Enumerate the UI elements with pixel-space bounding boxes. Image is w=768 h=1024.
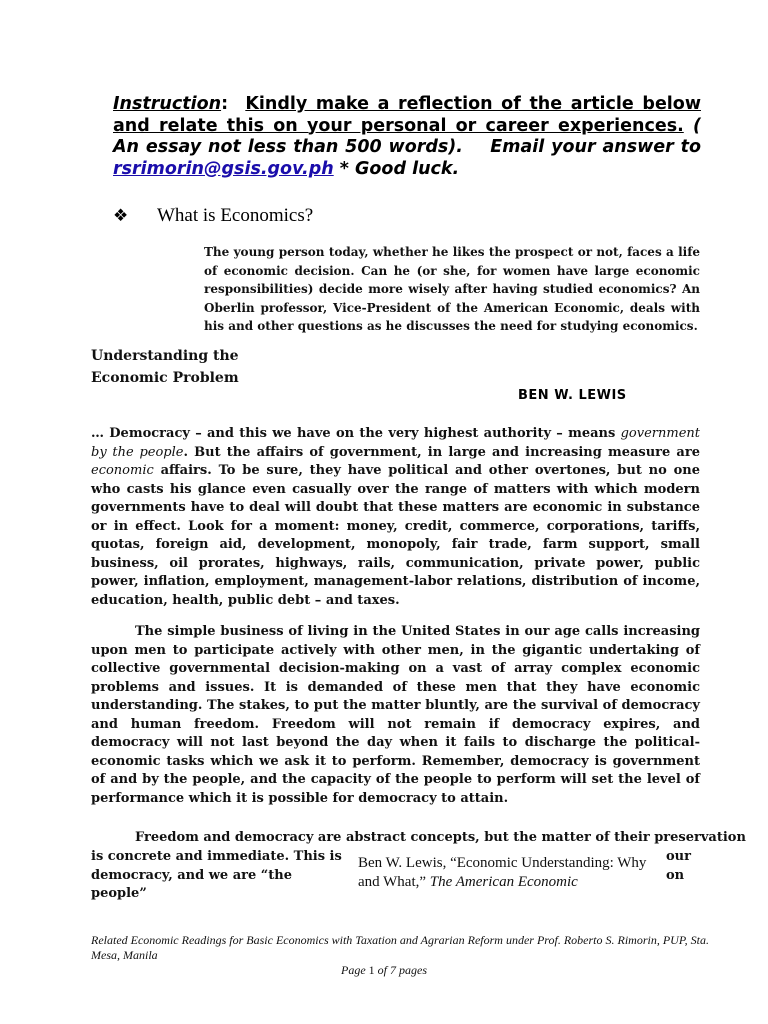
emphasis-government-by-the-people: government by the people — [91, 426, 700, 460]
body-paragraph-3-left-column: is concrete and immediate. This is democracy, and we are “the people” — [91, 849, 342, 901]
page-footer: Related Economic Readings for Basic Economics with Taxation and Agrarian Reform under Prof. Roberto S. Rimorin, PUP, Sta. Mesa, Manila — [91, 933, 709, 962]
section-title: What is Economics? — [157, 205, 314, 226]
instruction-closing: * Good luck. — [333, 158, 460, 179]
body-paragraph-3-first-line: Freedom and democracy are abstract concepts, but the matter of their preservation — [135, 830, 746, 845]
citation-footnote: Ben W. Lewis, “Economic Understanding: Why and What,” The American Economic — [358, 854, 658, 892]
instruction-word-count: ( An essay not less than 500 words). — [113, 115, 701, 157]
instruction-text: Kindly make a reflection of the article below and relate this on your personal or career experiences. — [113, 94, 701, 136]
instruction-email-prefix: Email your answer to — [490, 137, 702, 157]
emphasis-economic: economic — [91, 463, 154, 478]
article-title-line1: Understanding the — [91, 348, 239, 364]
intro-paragraph: The young person today, whether he likes the prospect or not, faces a life of economic decision. Can he (or she, for women have large economic responsibilities) decide more wisely after having studied economics? An Oberlin professor, Vice-President of the American Economic, deals with his and other questions as he discusses the need for studying economics. — [204, 245, 700, 333]
email-link[interactable]: rsrimorin@gsis.gov.ph — [113, 158, 334, 179]
section-heading — [113, 204, 513, 228]
article-author: BEN W. LEWIS — [518, 388, 627, 403]
diamond-bullet-icon: ❖ — [113, 206, 129, 225]
article-title-line2: Economic Problem — [91, 369, 239, 386]
page-number: Page 1 of 7 pages — [341, 963, 427, 977]
instruction-block: Instruction: Kindly make a reflection of the article below and relate this on your personal or career experiences. ( An essay not less than 500 words). Email your answer to rsrimorin@gsis.gov.ph * Good luck. — [113, 94, 702, 179]
instruction-label: Instruction — [113, 94, 222, 114]
citation-journal: The American Economic — [429, 874, 578, 890]
article-title — [91, 346, 311, 389]
body-paragraph-3-right-column: our on — [666, 849, 691, 883]
body-paragraph-2: The simple business of living in the United States in our age calls increasing upon men to participate actively with other men, in the gigantic undertaking of collective governmental decision-making on a vast of array complex economic problems and issues. It is demanded of these men that they have economic understanding. The stakes, to put the matter bluntly, are the survival of democracy and human freedom. Freedom will not remain if democracy expires, and democracy will not last beyond the day when it fails to discharge the political-economic tasks which we ask it to perform. Remember, democracy is government of and by the people, and the capacity of the people to perform will set the level of performance which it is possible for democracy to attain. — [91, 624, 700, 806]
body-paragraph-1: … Democracy – and this we have on the very highest authority – means government by the people. But the affairs of government, in large and increasing measure are economic affairs. To be sure, they have political and other overtones, but no one who casts his glance even casually over the range of matters with which modern governments have to deal will doubt that these matters are economic in substance or in effect. Look for a moment: money, credit, commerce, corporations, tariffs, quotas, foreign aid, development, monopoly, fair trade, farm support, small business, oil prorates, highways, rails, communication, private power, public power, inflation, employment, management-labor relations, distribution of income, education, health, public debt – and taxes. — [91, 426, 700, 608]
